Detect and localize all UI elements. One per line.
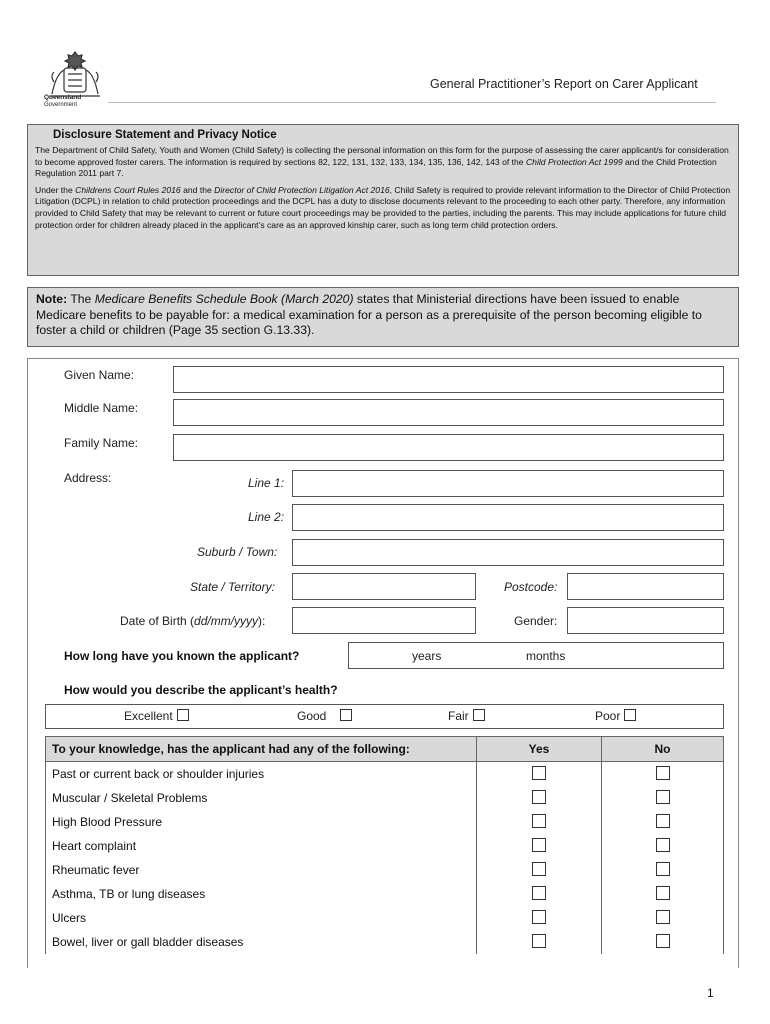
condition-row: [46, 858, 724, 882]
condition-no-checkbox[interactable]: [656, 934, 670, 948]
condition-yes-cell: [477, 762, 602, 787]
disclosure-text: and the Child Protection Regulation 2011 part 7.: [35, 156, 717, 179]
health-question: How would you describe the applicant’s health?: [64, 683, 338, 697]
condition-yes-checkbox[interactable]: [532, 910, 546, 924]
condition-row: [46, 762, 724, 787]
condition-no-cell: [602, 858, 724, 882]
postcode-label: Postcode:: [504, 580, 558, 594]
middle-name-input[interactable]: [173, 399, 724, 426]
health-option-poor[interactable]: [595, 709, 636, 723]
condition-no-cell: [602, 810, 724, 834]
condition-row: [46, 810, 724, 834]
address-line2-label: Line 2:: [248, 510, 285, 524]
condition-yes-checkbox[interactable]: [532, 766, 546, 780]
note-text: The: [67, 292, 95, 306]
option-label: Fair: [448, 709, 469, 723]
page-number: 1: [707, 986, 714, 1000]
condition-no-cell: [602, 882, 724, 906]
state-label: State / Territory:: [190, 580, 275, 594]
address-line1-label: Line 1:: [248, 476, 285, 490]
yes-column-header: Yes: [477, 737, 602, 762]
condition-yes-checkbox[interactable]: [532, 838, 546, 852]
gender-label: Gender:: [514, 614, 558, 628]
years-label: years: [412, 649, 442, 663]
family-name-input[interactable]: [173, 434, 724, 461]
address-label: Address:: [64, 471, 112, 485]
state-input[interactable]: [292, 573, 476, 600]
rules-name: Childrens Court Rules 2016: [75, 184, 181, 195]
health-option-fair[interactable]: [448, 709, 485, 723]
condition-yes-checkbox[interactable]: [532, 886, 546, 900]
suburb-input[interactable]: [292, 539, 724, 566]
given-name-label: Given Name:: [64, 368, 135, 382]
suburb-label: Suburb / Town:: [197, 545, 278, 559]
condition-no-cell: [602, 906, 724, 930]
disclosure-text: and the: [180, 184, 215, 195]
medicare-note: [27, 287, 739, 347]
dob-label-text: Date of Birth (: [120, 614, 195, 628]
option-label: Poor: [595, 709, 621, 723]
condition-yes-checkbox[interactable]: [532, 814, 546, 828]
act-name: Child Protection Act 1999: [525, 156, 623, 167]
condition-yes-cell: [477, 858, 602, 882]
condition-yes-cell: [477, 834, 602, 858]
condition-label: Past or current back or shoulder injuries: [46, 762, 477, 787]
disclosure-paragraph-1: [35, 145, 731, 180]
condition-no-cell: [602, 786, 724, 810]
header-divider: [108, 102, 716, 103]
note-label: Note:: [36, 292, 68, 306]
good-checkbox[interactable]: [340, 709, 352, 721]
logo-line1: Queensland: [44, 94, 82, 101]
disclosure-heading: Disclosure Statement and Privacy Notice: [53, 129, 277, 141]
months-label: months: [526, 649, 566, 663]
condition-no-cell: [602, 834, 724, 858]
condition-label: Rheumatic fever: [46, 858, 477, 882]
dob-input[interactable]: [292, 607, 476, 634]
middle-name-label: Middle Name:: [64, 401, 139, 415]
condition-label: High Blood Pressure: [46, 810, 477, 834]
gender-input[interactable]: [567, 607, 724, 634]
no-column-header: No: [602, 737, 724, 762]
condition-yes-checkbox[interactable]: [532, 934, 546, 948]
document-title: General Practitioner’s Report on Carer Applicant: [430, 77, 698, 91]
condition-label: Heart complaint: [46, 834, 477, 858]
disclosure-text: Under the: [35, 184, 76, 195]
disclosure-paragraph-2: [35, 185, 731, 231]
condition-yes-cell: [477, 930, 602, 954]
condition-no-checkbox[interactable]: [656, 766, 670, 780]
option-label: Good: [297, 709, 327, 723]
disclosure-text: The Department of Child Safety, Youth and Women (Child Safety) is collecting the personal information on this form for the purpose of assessing the carer applicant/s for consideration to become approved foster carers. The information is required by sections 82, 122, 131, 132, 133, 134, 135, 136, 142, 143 of the: [35, 145, 729, 167]
fair-checkbox[interactable]: [473, 709, 485, 721]
dob-label: [120, 614, 265, 628]
note-text: states that Ministerial directions have been issued to enable Medicare benefits to be payable for: a medical examination for a person as a prerequisite of the person becoming eligible to foster a child or children (Page 35 section G.13.33).: [36, 292, 702, 338]
option-label: Excellent: [124, 709, 173, 723]
address-line1-input[interactable]: [292, 470, 724, 497]
condition-yes-checkbox[interactable]: [532, 790, 546, 804]
dob-label-text: ):: [258, 614, 266, 628]
condition-no-checkbox[interactable]: [656, 910, 670, 924]
condition-yes-checkbox[interactable]: [532, 862, 546, 876]
condition-no-checkbox[interactable]: [656, 790, 670, 804]
condition-row: [46, 930, 724, 954]
condition-row: [46, 834, 724, 858]
condition-label: Ulcers: [46, 906, 477, 930]
condition-yes-cell: [477, 810, 602, 834]
postcode-input[interactable]: [567, 573, 724, 600]
condition-row: [46, 882, 724, 906]
condition-no-checkbox[interactable]: [656, 814, 670, 828]
condition-label: Muscular / Skeletal Problems: [46, 786, 477, 810]
given-name-input[interactable]: [173, 366, 724, 393]
dob-format: dd/mm/yyyy: [194, 614, 259, 628]
condition-yes-cell: [477, 906, 602, 930]
family-name-label: Family Name:: [64, 436, 139, 450]
known-duration-question: How long have you known the applicant?: [64, 649, 300, 663]
condition-row: [46, 906, 724, 930]
excellent-checkbox[interactable]: [177, 709, 189, 721]
note-book-title: Medicare Benefits Schedule Book (March 2020): [94, 292, 354, 306]
condition-row: [46, 786, 724, 810]
condition-label: Asthma, TB or lung diseases: [46, 882, 477, 906]
condition-no-checkbox[interactable]: [656, 862, 670, 876]
conditions-table: [45, 736, 724, 954]
disclosure-box: [27, 124, 739, 276]
health-option-good[interactable]: [297, 709, 352, 723]
conditions-header-row: [46, 737, 724, 762]
disclosure-text: , Child Safety is required to provide relevant information to the Director of Child Protection Litigation (DCPL) in relation to child protection proceedings and the DCPL has a duty to disclose documents relevant to the proceeding to each other party. Therefore, any information provided to Child Safety that may be relevant to current or future court proceedings may be provided to the parties, including the parents. This may include applications for future child protection order for children already placed in the applicant’s care as an approved kinship carer, such as long term child protection orders.: [35, 184, 731, 230]
conditions-body: [46, 762, 724, 955]
health-option-excellent[interactable]: [124, 709, 189, 723]
condition-yes-cell: [477, 786, 602, 810]
condition-no-checkbox[interactable]: [656, 886, 670, 900]
condition-no-cell: [602, 930, 724, 954]
logo-wordmark: [44, 94, 81, 109]
condition-label: Bowel, liver or gall bladder diseases: [46, 930, 477, 954]
act-name: Director of Child Protection Litigation Act 2016: [214, 184, 390, 195]
condition-yes-cell: [477, 882, 602, 906]
condition-no-cell: [602, 762, 724, 787]
logo-line2: Government: [44, 102, 78, 108]
poor-checkbox[interactable]: [624, 709, 636, 721]
conditions-question-header: To your knowledge, has the applicant had any of the following:: [46, 737, 477, 762]
address-line2-input[interactable]: [292, 504, 724, 531]
condition-no-checkbox[interactable]: [656, 838, 670, 852]
